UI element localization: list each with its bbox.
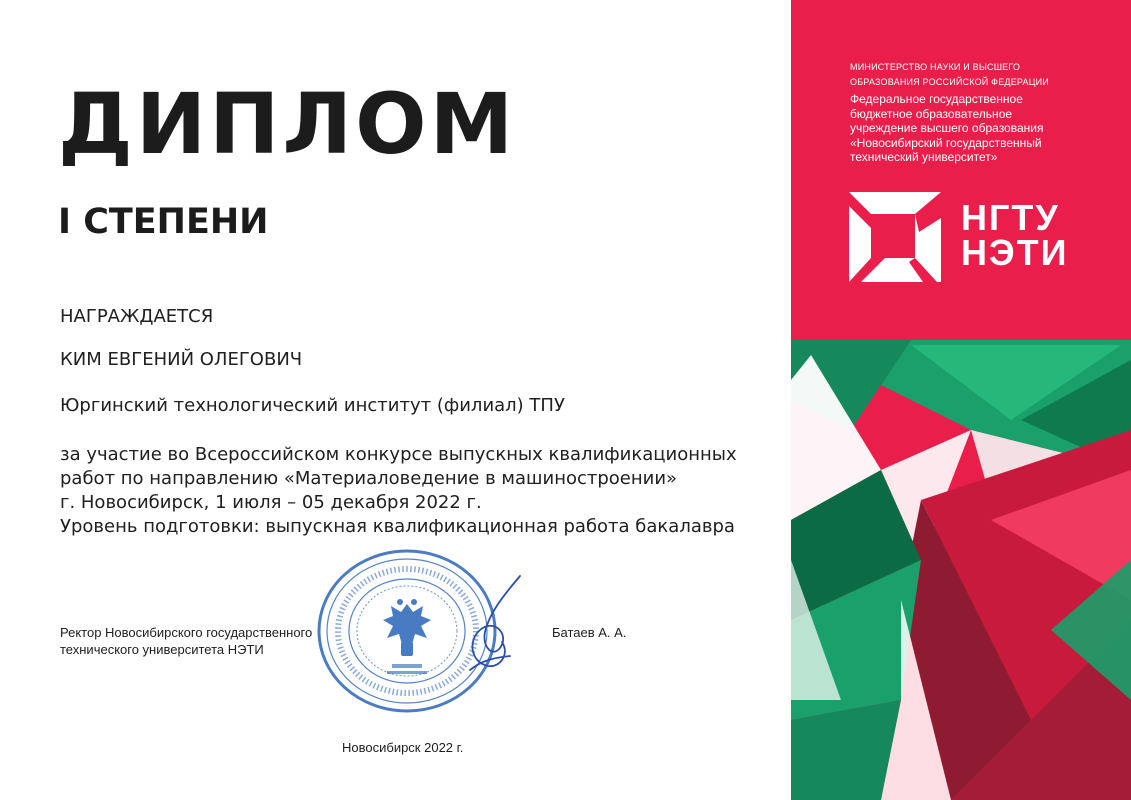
nstu-emblem-icon <box>849 192 941 282</box>
rector-line: технического университета НЭТИ <box>60 642 264 657</box>
recipient-name: КИМ ЕВГЕНИЙ ОЛЕГОВИЧ <box>60 349 303 370</box>
signature-icon <box>440 570 530 680</box>
brand-line: НГТУ <box>961 197 1060 238</box>
brand-line: НЭТИ <box>961 232 1069 273</box>
organization-name <box>850 92 1043 165</box>
ministry-line: МИНИСТЕРСТВО НАУКИ И ВЫСШЕГО <box>850 62 1021 72</box>
org-line: Федеральное государственное <box>850 92 1023 106</box>
org-line: технический университет» <box>850 150 998 165</box>
description-line: Уровень подготовки: выпускная квалификационная работа бакалавра <box>60 516 735 537</box>
recipient-institution: Юргинский технологический институт (филиал) ТПУ <box>60 395 565 416</box>
org-line: учреждение высшего образования <box>850 121 1044 136</box>
rector-line: Ректор Новосибирского государственного <box>60 625 313 640</box>
org-line: «Новосибирский государственный <box>850 135 1042 150</box>
description-line: работ по направлению «Материаловедение в машиностроении» <box>60 468 678 489</box>
org-line: бюджетное образовательное <box>850 106 1013 121</box>
award-label: НАГРАЖДАЕТСЯ <box>60 306 214 327</box>
place-year: Новосибирск 2022 г. <box>342 740 464 755</box>
rector-title <box>60 624 312 658</box>
ministry-line: ОБРАЗОВАНИЯ РОССИЙСКОЙ ФЕДЕРАЦИИ <box>850 77 1049 87</box>
description-line: за участие во Всероссийском конкурсе выпускных квалификационных <box>60 444 737 465</box>
ministry-name <box>850 60 1049 90</box>
diploma-degree: I СТЕПЕНИ <box>58 202 269 242</box>
brand-logo-text <box>961 197 1069 273</box>
description-line: г. Новосибирск, 1 июля – 05 декабря 2022 г. <box>60 492 482 513</box>
side-panel <box>791 0 1131 800</box>
signer-name: Батаев А. А. <box>552 625 627 640</box>
award-description <box>60 443 737 539</box>
diploma-title: ДИПЛОМ <box>58 75 517 173</box>
